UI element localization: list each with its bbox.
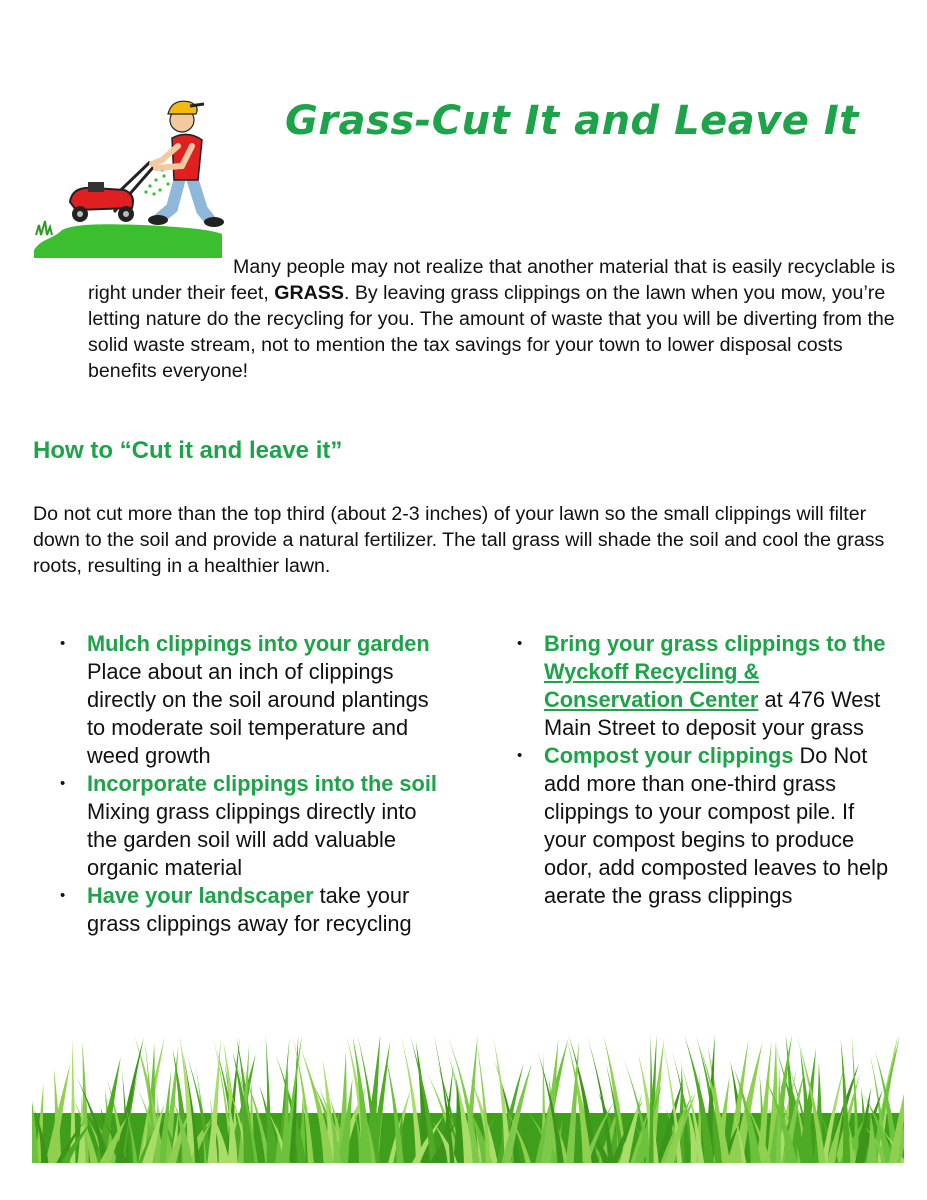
bullet-icon: • <box>60 887 66 904</box>
tip-incorporate <box>60 770 440 882</box>
recycling-center-link[interactable]: Wyckoff Recycling & Conservation Center <box>544 659 760 712</box>
tip-heading: Mulch clippings into your garden <box>87 631 430 656</box>
intro-paragraph <box>88 254 898 384</box>
intro-emphasis: GRASS <box>274 282 344 304</box>
bullet-icon: • <box>517 635 523 652</box>
tip-landscaper <box>60 882 440 938</box>
how-to-paragraph: Do not cut more than the top third (about 2-3 inches) of your lawn so the small clippings will filter down to the soil and provide a natural fertilizer. The tall grass will shade the soil and cool the grass roots, resulting in a healthier lawn. <box>33 503 885 577</box>
tip-compost <box>517 742 897 910</box>
bullet-icon: • <box>517 747 523 764</box>
tip-heading: Have your landscaper <box>87 883 314 908</box>
tip-heading: Compost your clippings <box>544 743 794 768</box>
tip-text: at 476 West Main Street to deposit your grass <box>544 687 881 740</box>
lawn-mower-illustration <box>32 90 224 258</box>
page-title: Grass-Cut It and Leave It <box>285 98 859 144</box>
intro-text-start: Many people may not realize that another material that is easily recyclable is right under their feet, <box>88 256 896 304</box>
grass-border-illustration <box>32 1035 904 1163</box>
tip-text: take your grass clippings away for recycling <box>87 883 412 936</box>
how-to-heading: How to “Cut it and leave it” <box>33 437 343 464</box>
bullet-icon: • <box>60 635 66 652</box>
tips-list-left <box>60 630 440 938</box>
intro-text-end: . By leaving grass clippings on the lawn when you mow, you’re letting nature do the recycling for you. The amount of waste that you will be diverting from the solid waste stream, not to mention the tax savings for your town to lower disposal costs benefits everyone! <box>88 282 895 382</box>
tip-heading: Incorporate clippings into the soil <box>87 771 437 796</box>
tips-list-right <box>517 630 897 910</box>
tip-text: Mixing grass clippings directly into the garden soil will add valuable organic material <box>87 799 417 880</box>
tip-text: Place about an inch of clippings directly on the soil around plantings to moderate soil temperature and weed growth <box>87 659 429 768</box>
tip-heading: Bring your grass clippings to the <box>544 631 886 656</box>
tip-mulch <box>60 630 440 770</box>
tip-text: Do Not add more than one-third grass clippings to your compost pile. If your compost begins to produce odor, add composted leaves to help aerate the grass clippings <box>544 743 889 908</box>
tip-bring-clippings <box>517 630 897 742</box>
bullet-icon: • <box>60 775 66 792</box>
